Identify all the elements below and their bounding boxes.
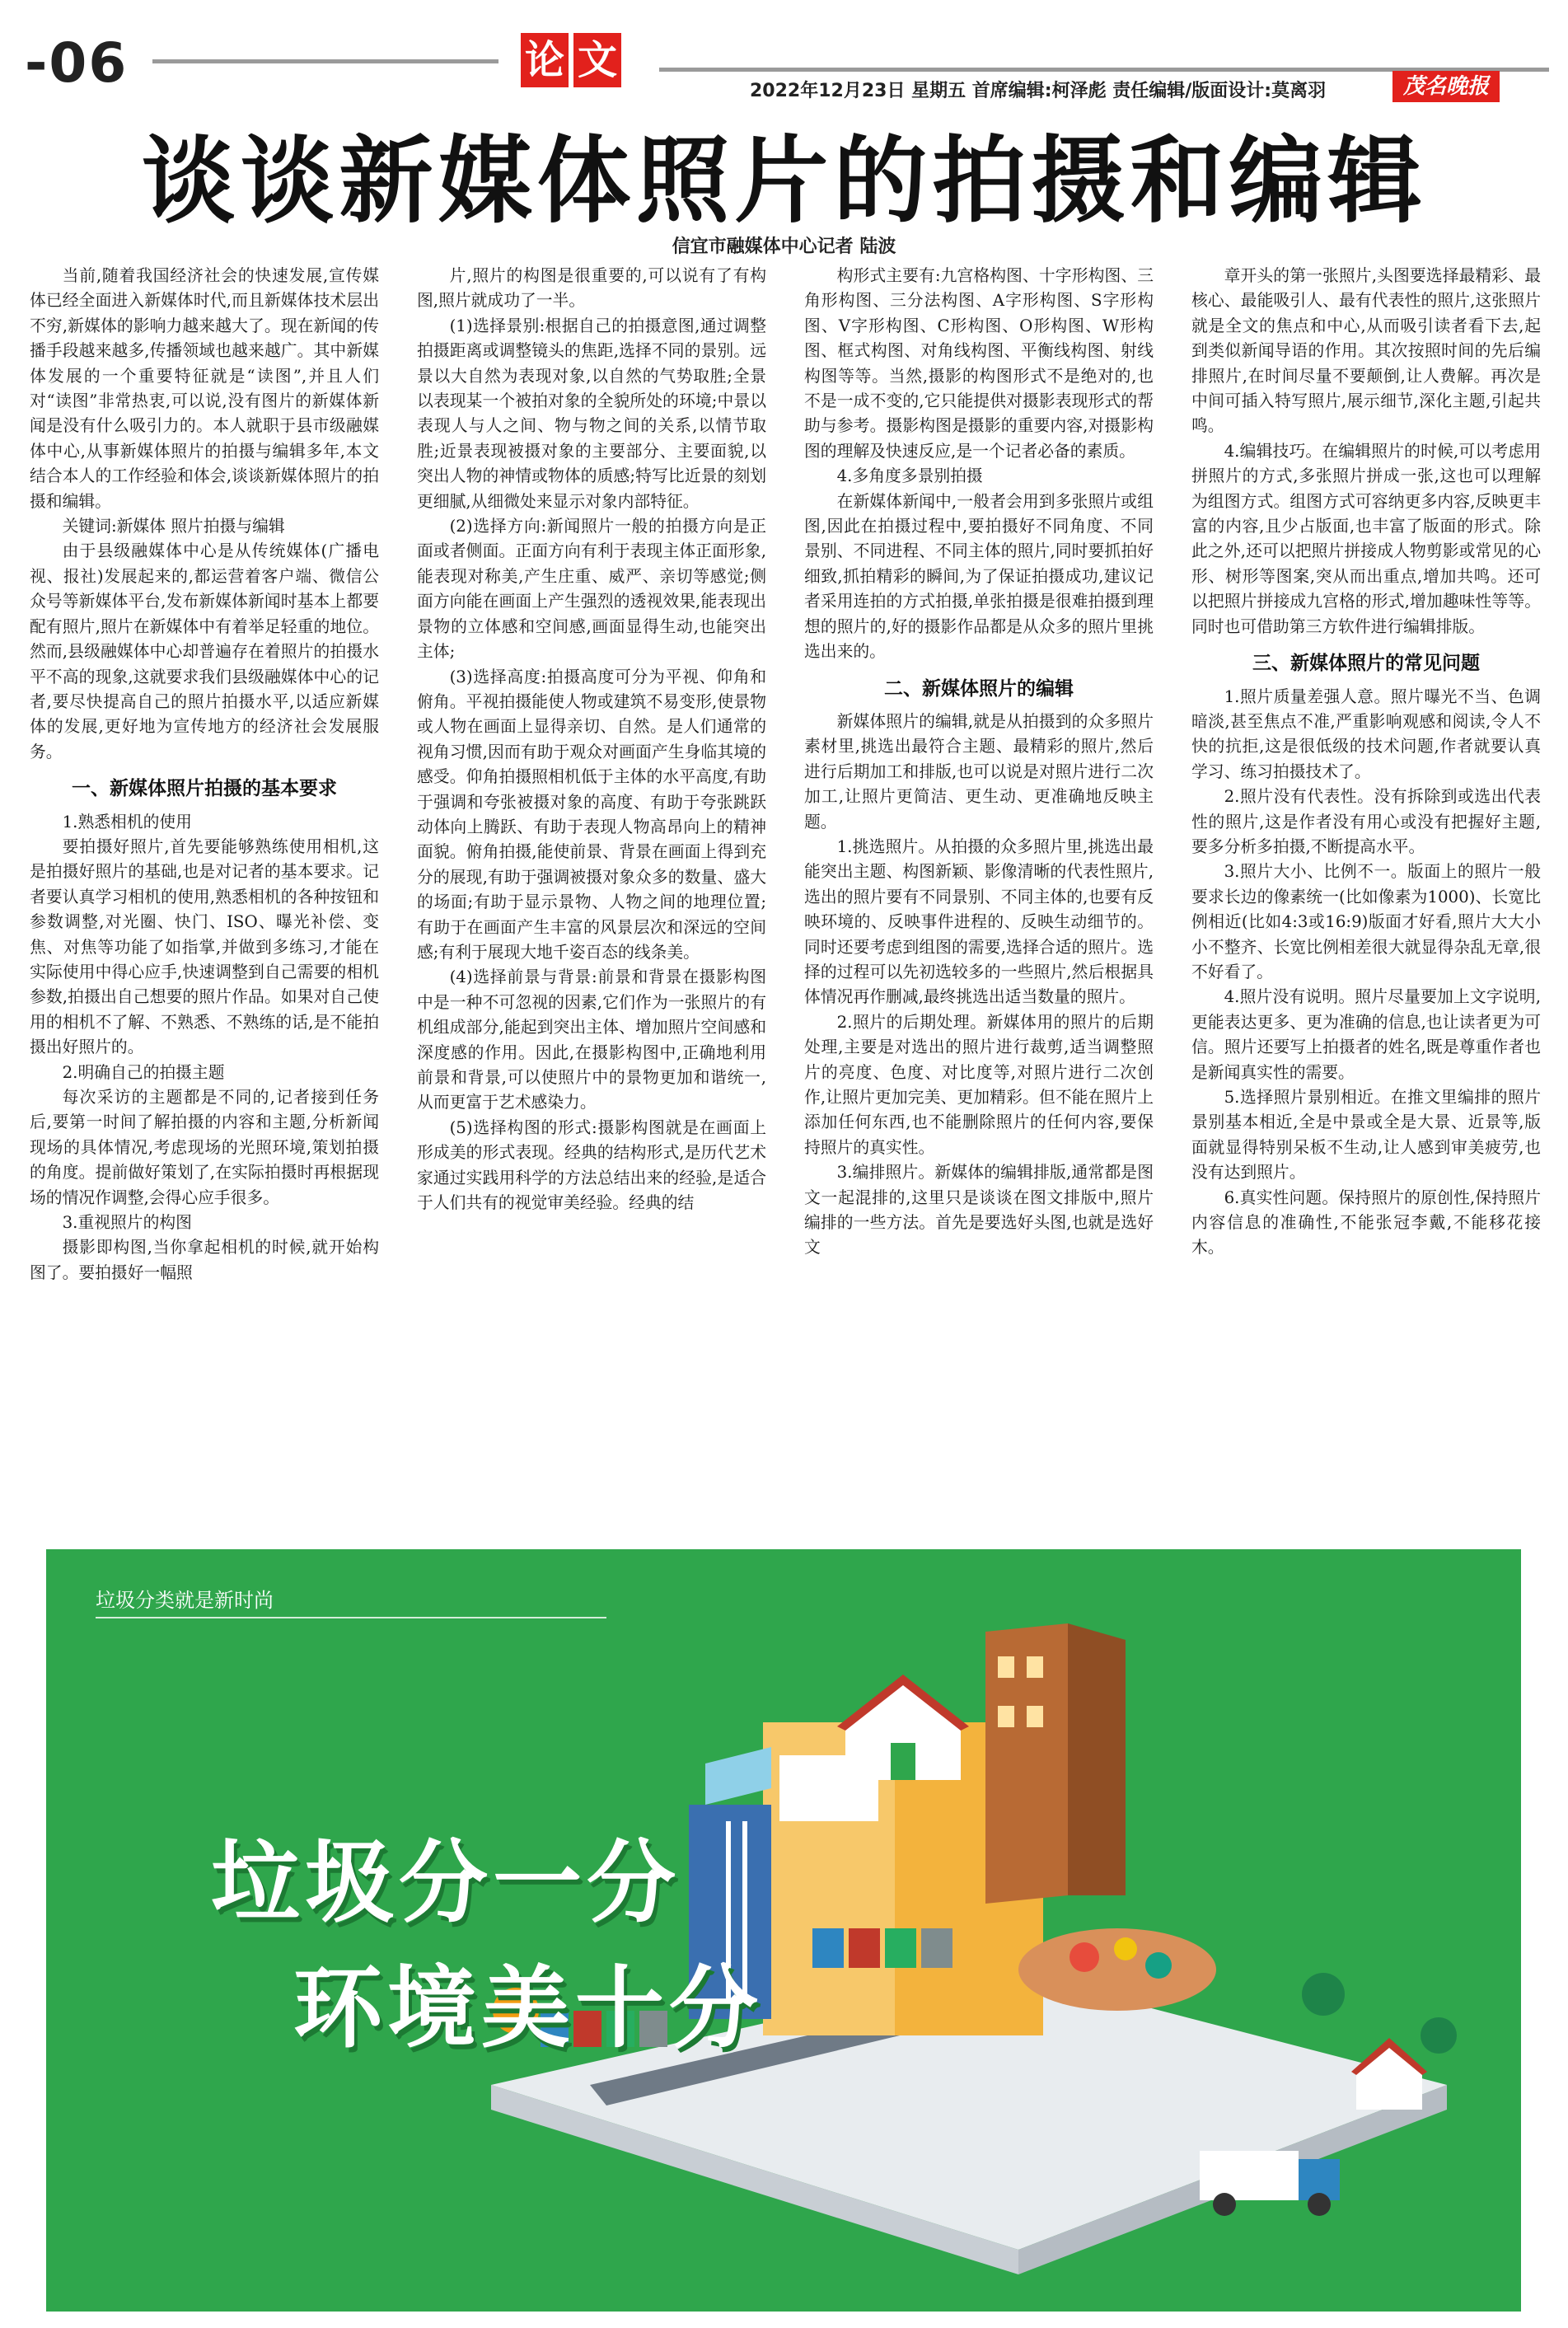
paragraph: 1.挑选照片。从拍摄的众多照片里,挑选出最能突出主题、构图新颖、影像清晰的代表性照片,选出的照片要有不同景别、不同主体的,也要有反映环境的、反映事件进程的、反映生动细节的。同时还要考虑到组图的需要,选择合适的照片。选择的过程可以先初选较多的一些照片,然后根据具体情况再作删减,最终挑选出适当数量的照片。: [804, 836, 1154, 1007]
paragraph: (2)选择方向:新闻照片一般的拍摄方向是正面或者侧面。正面方向有利于表现主体正面形象,能表现对称美,产生庄重、威严、亲切等感觉;侧面方向能在画面上产生强烈的透视效果,能表现出景物的立体感和空间感,画面显得生动,也能突出主体;: [417, 517, 766, 662]
poster-caption-rule: [96, 1617, 606, 1618]
poster-caption: 垃圾分类就是新时尚: [96, 1589, 274, 1612]
paragraph: 4.编辑技巧。在编辑照片的时候,可以考虑用拼照片的方式,多张照片拼成一张,这也可以理解为组图方式。组图方式可容纳更多内容,反映更丰富的内容,且少占版面,也丰富了版面的形式。除此之外,还可以把照片拼接成人物剪影或常见的心形、树形等图案,突从而出重点,增加共鸣。还可以把照片拼接成九宫格的形式,增加趣味性等等。同时也可借助第三方软件进行编辑排版。: [1191, 441, 1541, 636]
paragraph: 要拍摄好照片,首先要能够熟练使用相机,这是拍摄好照片的基础,也是对记者的基本要求。记者要认真学习相机的使用,熟悉相机的各种按钮和参数调整,对光圈、快门、ISO、曝光补偿、变焦、对焦等功能了如指掌,并做到多练习,才能在实际使用中得心应手,快速调整到自己需要的相机参数,拍摄出自己想要的照片作品。如果对自己使用的相机不了解、不熟悉、不熟练的话,是不能拍摄出好照片的。: [30, 836, 379, 1057]
paragraph: (4)选择前景与背景:前景和背景在摄影构图中是一种不可忽视的因素,它们作为一张照片的有机组成部分,能起到突出主体、增加照片空间感和深度感的作用。因此,在摄影构图中,正确地利用前景和背景,可以使照片中的景物更加和谐统一,从而更富于艺术感染力。: [417, 967, 766, 1112]
page-number: -06: [25, 31, 129, 95]
tree-icon: [1421, 2017, 1457, 2054]
header-rule-left: [152, 59, 498, 63]
tree-icon: [1302, 1973, 1345, 2016]
paragraph: (5)选择构图的形式:摄影构图就是在画面上形成美的形式表现。经典的结构形式,是历代艺术家通过实践用科学的方法总结出来的经验,是适合于人们共有的视觉审美经验。经典的结: [417, 1117, 766, 1213]
section-heading: 一、新媒体照片拍摄的基本要求: [72, 778, 337, 800]
slogan-line-2: 环境美十分: [293, 1957, 764, 2060]
paragraph: 由于县级融媒体中心是从传统媒体(广播电视、报社)发展起来的,都运营着客户端、微信公众号等新媒体平台,发布新媒体新闻时基本上都要配有照片,照片在新媒体中有着举足轻重的地位。然而,县级融媒体中心却普遍存在着照片的拍摄水平不高的现象,这就要求我们县级融媒体中心的记者,要尽快提高自己的照片拍摄水平,以适应新媒体的发展,更好地为宣传地方的经济社会发展服务。: [30, 541, 379, 761]
paragraph: (3)选择高度:拍摄高度可分为平视、仰角和俯角。平视拍摄能使人物或建筑不易变形,使景物或人物在画面上显得亲切、自然。是人们通常的视角习惯,因而有助于观众对画面产生身临其境的感受。仰角拍摄照相机低于主体的水平高度,有助于强调和夸张被摄对象的高度、有助于夸张跳跃动体向上腾跃、有助于表现人物高昂向上的精神面貌。俯角拍摄,能使前景、背景在画面上得到充分的展现,有助于强调被摄对象众多的数量、盛大的场面;有助于显示景物、人物之间的地理位置;有助于在画面产生丰富的风景层次和深远的空间感;有利于展现大地千姿百态的线条美。: [417, 667, 766, 962]
paragraph: (1)选择景别:根据自己的拍摄意图,通过调整拍摄距离或调整镜头的焦距,选择不同的景别。远景以大自然为表现对象,以自然的气势取胜;全景以表现某一个被拍对象的全貌所处的环境;中景以表现人与人之间、物与物之间的关系,以情节取胜;近景表现被摄对象的主要部分、主要面貌,以突出人物的神情或物体的质感;特写比近景的刻划更细腻,从细微处来显示对象内部特征。: [417, 316, 766, 511]
paper-logo: 茂名晚报: [1392, 71, 1500, 102]
section-char-2: 文: [573, 33, 621, 87]
paragraph: 章开头的第一张照片,头图要选择最精彩、最核心、最能吸引人、最有代表性的照片,这张照片就是全文的焦点和中心,从而吸引读者看下去,起到类似新闻导语的作用。其次按照时间的先后编排照片,在时间尽量不要颠倒,让人费解。再次是中间可插入特写照片,展示细节,深化主题,引起共鸣。: [1191, 266, 1541, 436]
article-title: 谈谈新媒体照片的拍摄和编辑: [141, 126, 1427, 236]
paragraph: 新媒体照片的编辑,就是从拍摄到的众多照片素材里,挑选出最符合主题、最精彩的照片,然后进行后期加工和排版,也可以说是对照片进行二次加工,让照片更简洁、更生动、更准确地反映主题。: [804, 711, 1154, 831]
bin-hazardous: [849, 1928, 880, 1968]
column-4: [1191, 264, 1541, 1533]
section-tag: [521, 33, 621, 87]
section-heading: 二、新媒体照片的编辑: [884, 677, 1074, 700]
column-2: [417, 264, 766, 1533]
article-byline: 信宜市融媒体中心记者 陆波: [672, 237, 896, 257]
slogan-line-1: 垃圾分一分: [211, 1832, 681, 1935]
article-body: [30, 264, 1546, 1533]
rooftop-platform: [705, 1747, 771, 1805]
garbage-item: [1114, 1937, 1137, 1960]
window: [998, 1706, 1014, 1727]
paragraph: 片,照片的构图是很重要的,可以说有了有构图,照片就成功了一半。: [417, 266, 766, 311]
paragraph: 4.照片没有说明。照片尽量要加上文字说明,更能表达更多、更为准确的信息,也让读者更为可信。照片还要写上拍摄者的姓名,既是尊重作者也是新闻真实性的需要。: [1191, 987, 1541, 1082]
window: [1027, 1656, 1043, 1678]
garbage-item: [1070, 1942, 1099, 1972]
truck-wheel: [1213, 2193, 1236, 2216]
column-3: [804, 264, 1154, 1533]
paragraph: 2.照片的后期处理。新媒体用的照片的后期处理,主要是对选出的照片进行裁剪,适当调整照片的亮度、色度、对比度等,对照片进行二次创作,让照片更加完美、更加精彩。但不能在照片上添加任何东西,也不能删除照片的任何内容,要保持照片的真实性。: [804, 1012, 1154, 1157]
paragraph: 3.重视照片的构图: [62, 1213, 192, 1233]
issue-meta: 2022年12月23日 星期五 首席编辑:柯泽彪 责任编辑/版面设计:莫离羽: [750, 81, 1327, 101]
paragraph: 在新媒体新闻中,一般者会用到多张照片或组图,因此在拍摄过程中,要拍摄好不同角度、不同景别、不同进程、不同主体的照片,同时要抓拍好细致,抓拍精彩的瞬间,为了保证拍摄成功,建议记者采用连拍的方式拍摄,单张拍摄是很难拍摄到理想的照片的,好的摄影作品都是从众多的照片里挑选出来的。: [804, 491, 1154, 662]
paragraph: 每次采访的主题都是不同的,记者接到任务后,要第一时间了解拍摄的内容和主题,分析新闻现场的具体情况,考虑现场的光照环境,策划拍摄的角度。提前做好策划了,在实际拍摄时再根据现场的情况作调整,会得心应手很多。: [30, 1088, 379, 1207]
paragraph: 摄影即构图,当你拿起相机的时候,就开始构图了。要拍摄好一幅照: [30, 1238, 379, 1282]
garbage-sorting-poster: [46, 1549, 1521, 2312]
bin-kitchen: [885, 1928, 916, 1968]
paragraph: 4.多角度多景别拍摄: [836, 466, 983, 486]
paragraph: 构形式主要有:九宫格构图、十字形构图、三角形构图、三分法构图、A字形构图、S字形构图、V字形构图、C形构图、O形构图、W形构图、框式构图、对角线构图、平衡线构图、射线构图等等。当然,摄影的构图形式不是绝对的,也不是一成不变的,它只能提供对摄影表现形式的帮助与参考。摄影构图是摄影的重要内容,对摄影构图的理解及快速反应,是一个记者必备的素质。: [804, 266, 1154, 461]
garbage-item: [1145, 1952, 1172, 1979]
small-house: [1356, 2044, 1422, 2110]
house-door: [891, 1743, 915, 1780]
paragraph: 5.选择照片景别相近。在推文里编排的照片景别基本相近,全是中景或全是大景、近景等,版面就显得特别呆板不生动,让人感到审美疲劳,也没有达到照片。: [1191, 1088, 1541, 1183]
paragraph: 1.熟悉相机的使用: [62, 812, 192, 831]
brick-building-side: [1068, 1623, 1126, 1895]
paragraph: 2.明确自己的拍摄主题: [62, 1062, 225, 1082]
section-char-1: 论: [521, 33, 569, 87]
window: [998, 1656, 1014, 1678]
bin-recyclable: [812, 1928, 844, 1968]
garbage-truck-body: [1200, 2151, 1299, 2200]
column-1: [30, 264, 379, 1533]
paragraph: 当前,随着我国经济社会的快速发展,宣传媒体已经全面进入新媒体时代,而且新媒体技术层出不穷,新媒体的影响力越来越大了。现在新闻的传播手段越来越多,传播领域也越来越广。其中新媒体发展的一个重要特征就是“读图”,并且人们对“读图”非常热衷,可以说,没有图片的新媒体新闻是没有什么吸引力的。本人就职于县市级融媒体中心,从事新媒体照片的拍摄与编辑多年,本文结合本人的工作经验和体会,谈谈新媒体照片的拍摄和编辑。: [30, 266, 379, 511]
paragraph: 3.照片大小、比例不一。版面上的照片一般要求长边的像素统一(比如像素为1000)、长宽比例相近(比如4:3或16:9)版面才好看,照片大大小小不整齐、长宽比例相差很大就显得杂乱无章,很不好看了。: [1191, 862, 1541, 981]
truck-wheel: [1308, 2193, 1331, 2216]
section-heading: 三、新媒体照片的常见问题: [1252, 653, 1480, 675]
paragraph: 1.照片质量差强人意。照片曝光不当、色调暗淡,甚至焦点不准,严重影响观感和阅读,令人不快的抗拒,这是很低级的技术问题,作者就要认真学习、练习拍摄技术了。: [1191, 686, 1541, 781]
paragraph: 3.编排照片。新媒体的编辑排版,通常都是图文一起混排的,这里只是谈谈在图文排版中,照片编排的一些方法。首先是要选好头图,也就是选好文: [804, 1163, 1154, 1258]
paragraph: 6.真实性问题。保持照片的原创性,保持照片内容信息的准确性,不能张冠李戴,不能移花接木。: [1191, 1187, 1541, 1258]
window: [1027, 1706, 1043, 1727]
paragraph: 2.照片没有代表性。没有拆除到或选出代表性的照片,这是作者没有用心或没有把握好主题,要多分析多拍摄,不断提高水平。: [1191, 787, 1541, 856]
paragraph: 关键词:新媒体 照片拍摄与编辑: [62, 517, 285, 536]
garbage-pile: [1018, 1928, 1216, 2011]
page-header: [0, 0, 1568, 115]
bin-other: [921, 1928, 953, 1968]
